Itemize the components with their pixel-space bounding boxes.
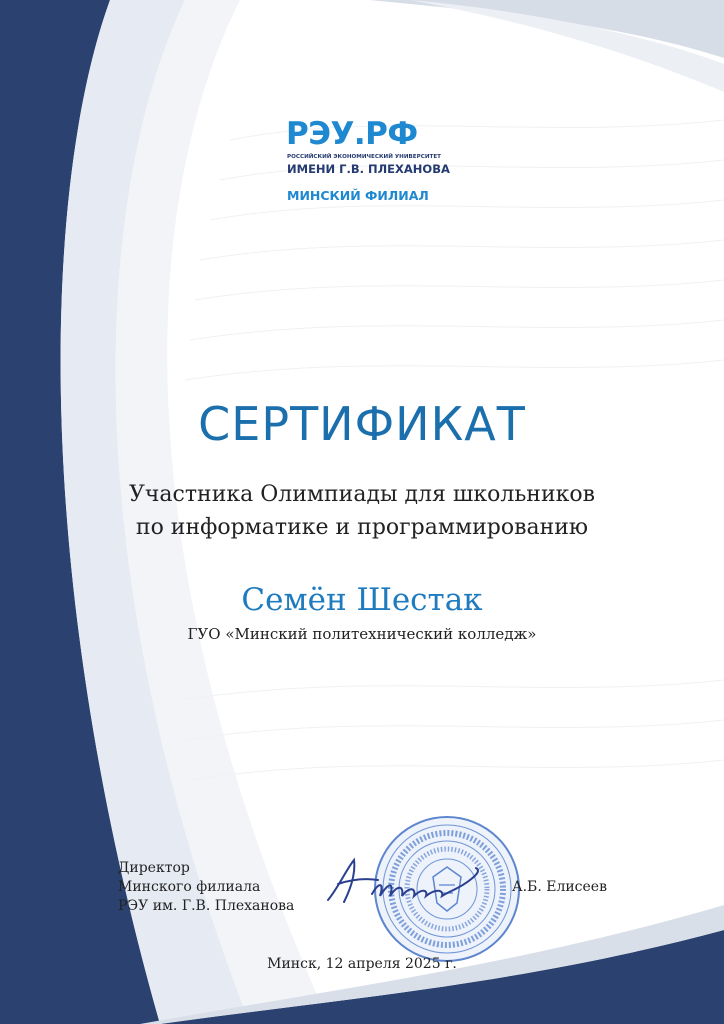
logo-branch: МИНСКИЙ ФИЛИАЛ xyxy=(287,188,429,203)
certificate-title: СЕРТИФИКАТ xyxy=(198,397,526,451)
handwritten-signature xyxy=(320,850,500,910)
certificate-subtitle xyxy=(0,478,724,544)
logo-university-line: РОССИЙСКИЙ ЭКОНОМИЧЕСКИЙ УНИВЕРСИТЕТ xyxy=(287,154,441,160)
logo-name-line: ИМЕНИ Г.В. ПЛЕХАНОВА xyxy=(287,162,450,176)
reu-logo xyxy=(286,116,450,207)
logo-wordmark: РЭУ.РФ xyxy=(286,116,418,152)
director-position-line-1: Директор xyxy=(118,860,190,876)
recipient-name: Семён Шестак xyxy=(241,582,483,618)
director-position-line-3: РЭУ им. Г.В. Плеханова xyxy=(118,898,295,914)
subtitle-line-2: по информатике и программированию xyxy=(135,515,589,540)
signer-name: А.Б. Елисеев xyxy=(512,879,607,895)
recipient-organization: ГУО «Минский политехнический колледж» xyxy=(187,625,537,643)
director-title-block xyxy=(118,859,294,916)
director-position-line-2: Минского филиала xyxy=(118,879,261,895)
place-and-date: Минск, 12 апреля 2025 г. xyxy=(267,956,457,972)
subtitle-line-1: Участника Олимпиады для школьников xyxy=(128,482,596,507)
